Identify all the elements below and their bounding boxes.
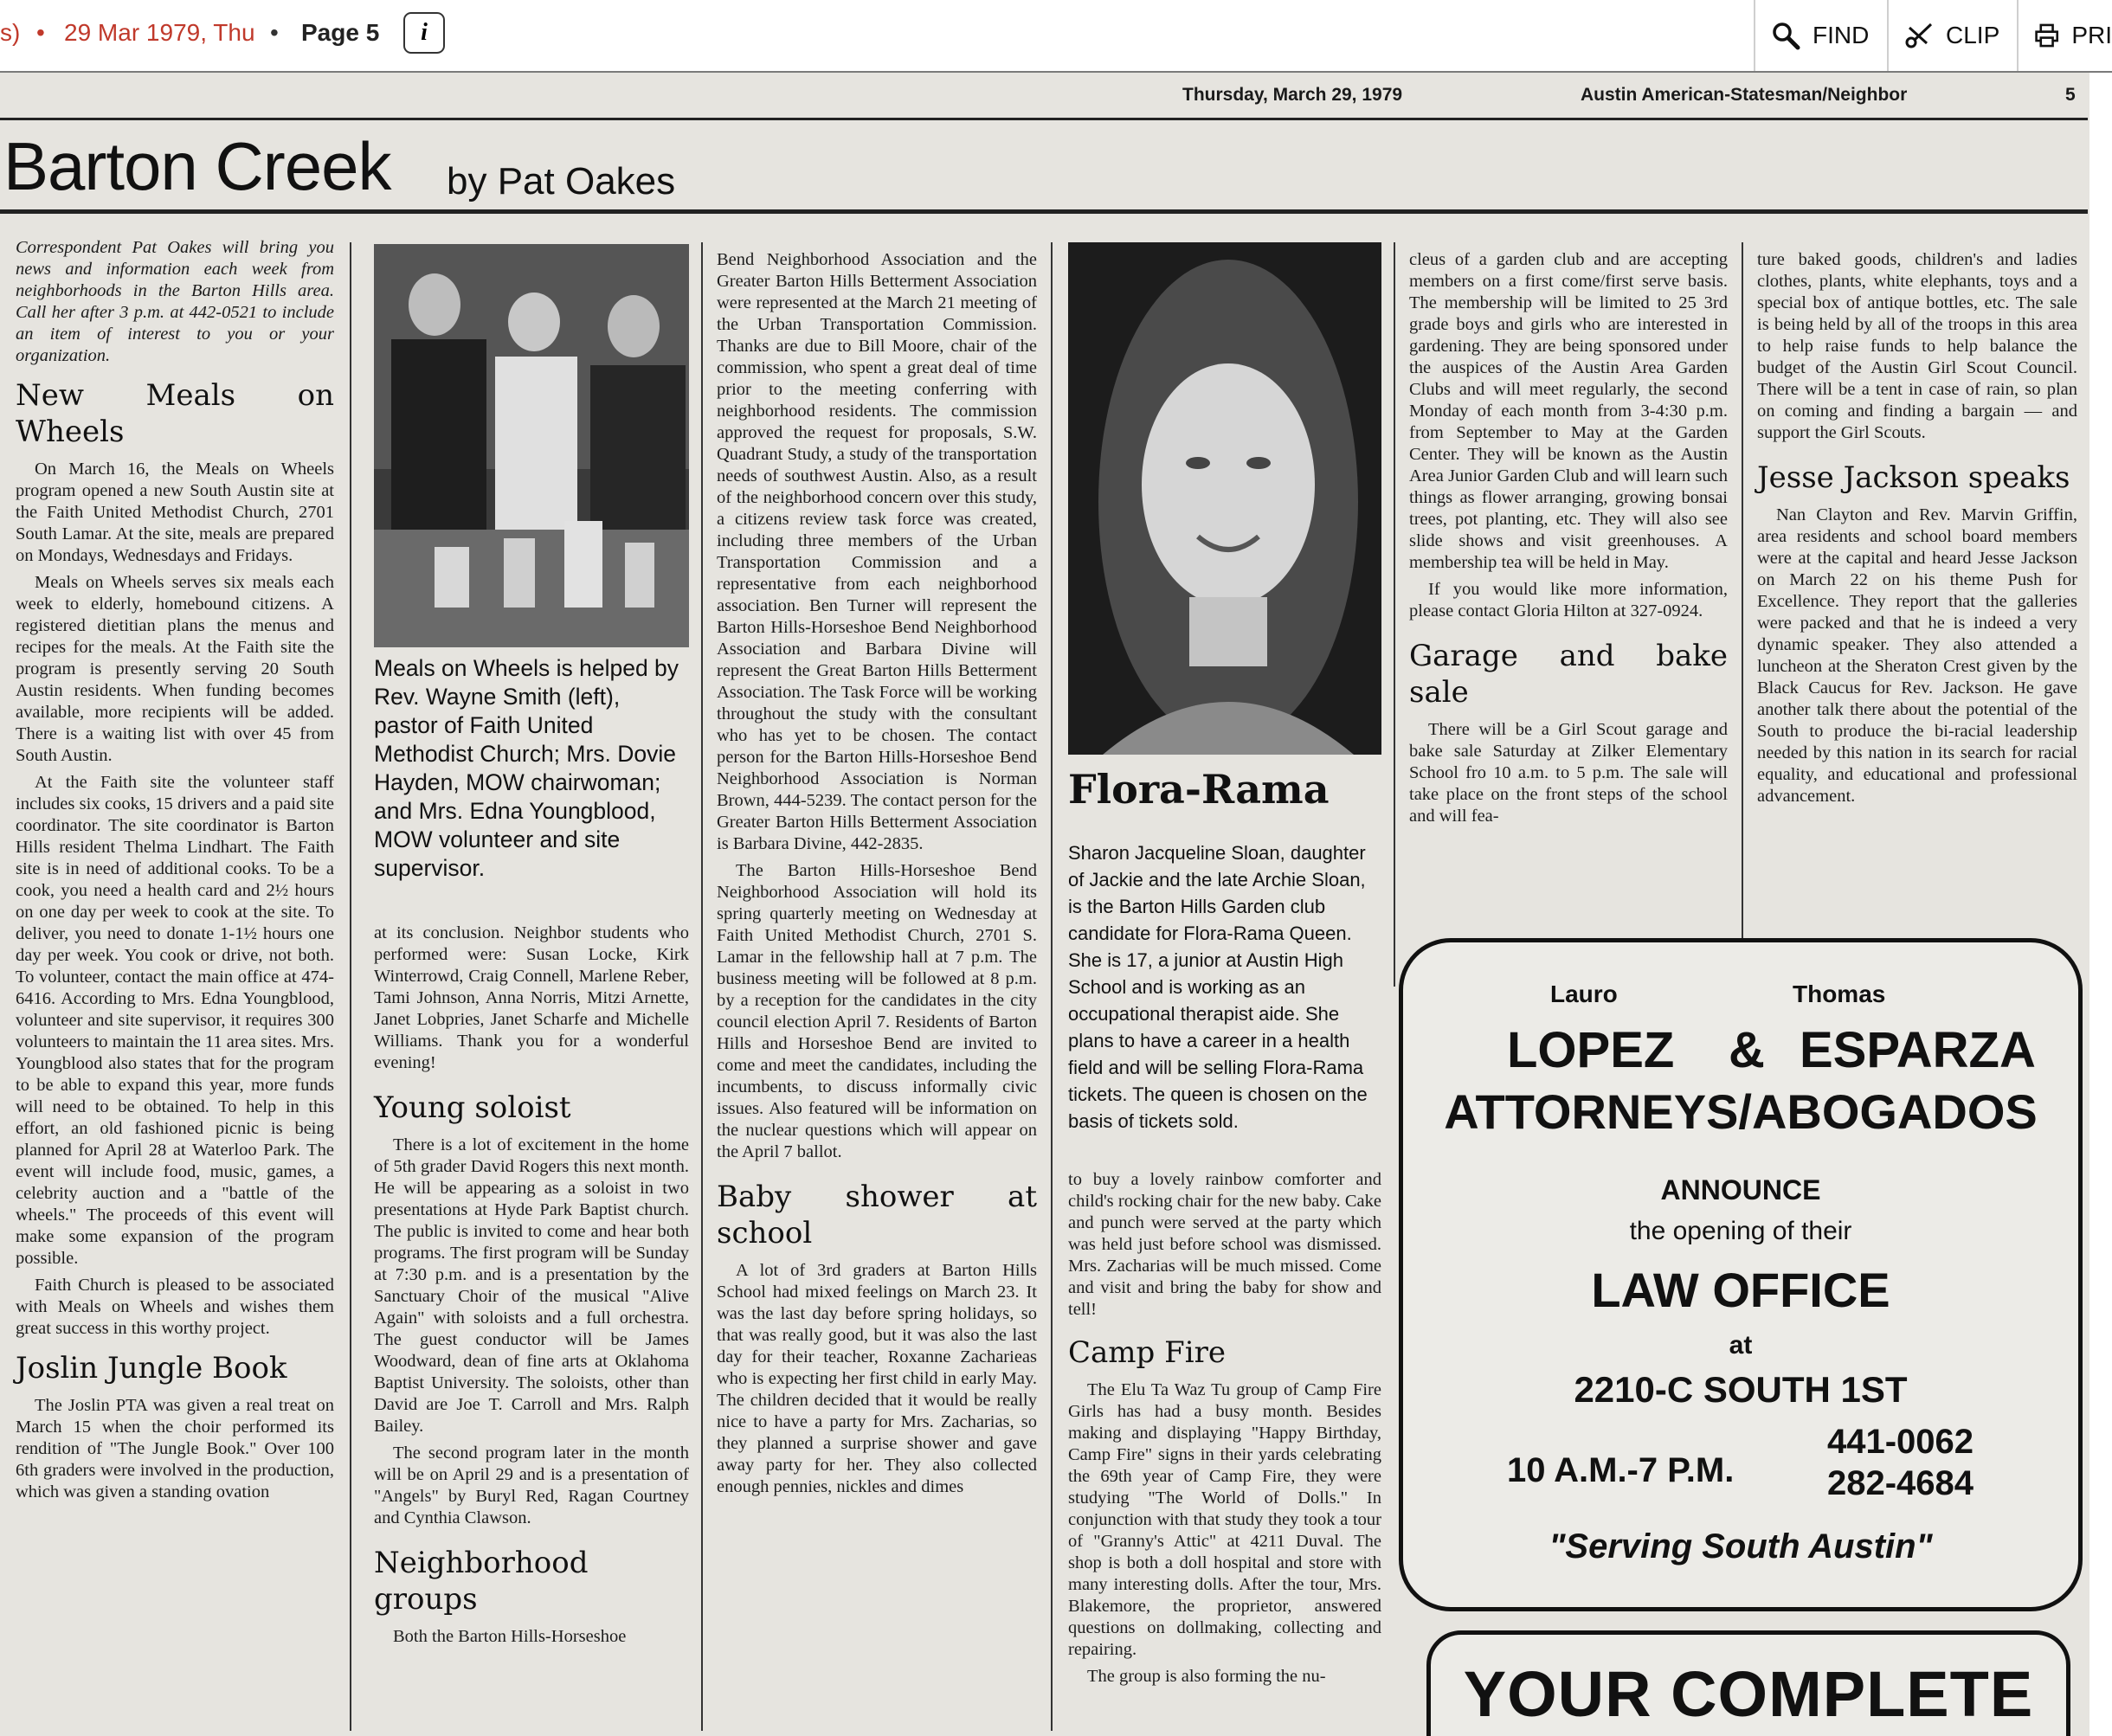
masthead-page-number: 5: [2065, 85, 2076, 105]
info-button[interactable]: [403, 12, 445, 54]
masthead-date: Thursday, March 29, 1979: [1182, 85, 1403, 105]
search-icon: [1771, 21, 1800, 50]
ad-announce: ANNOUNCE: [1660, 1174, 1821, 1206]
paragraph: At the Faith site the volunteer staff includes six cooks, 15 drivers and a paid site coordinator. The site coordinator is Barton Hills resident Thelma Lindhart. The Faith site is in need of additional cooks. To be a cook, you need a health card and 2½ hours on one day per week to cook at the site. To deliver, you need to donate 1-1½ hours one day per week. You cook or drive, not both. To volunteer, contact the main office at 474-6416. According to Mrs. Edna Youngblood, volunteer and site supervisor, it requires 300 volunteers to maintain the 11 area sites. Mrs. Youngblood also states that for the program to be able to expand this year, more funds will need to be obtained. To help in this effort, an old fashioned picnic is being planned for April 28 at Waterloo Park. The event will include food, music, games, a celebrity auction and a "battle of the wheels." The proceeds of this event will make some expansion of the program possible.: [16, 773, 334, 1268]
separator: •: [36, 19, 45, 46]
column-divider: [350, 242, 351, 1731]
find-label: FIND: [1813, 22, 1870, 48]
paragraph: There will be a Girl Scout garage and bake sale Saturday at Zilker Elementary School fro 10 a.m. to 5 p.m. The sale will take place on the front steps of the school and will fea-: [1409, 720, 1728, 826]
ad-subtitle: ATTORNEYS/ABOGADOS: [1444, 1084, 2038, 1139]
headline-baby-shower: Baby shower at school: [717, 1180, 1037, 1251]
column-divider: [1051, 242, 1053, 1731]
law-office-ad: [1399, 938, 2083, 1611]
column-2: [374, 654, 689, 1653]
headline-joslin-jungle-book: Joslin Jungle Book: [16, 1351, 287, 1386]
scan-margin: [2089, 73, 2112, 1736]
headline-garage-bake-sale: Garage and bake sale: [1409, 639, 1728, 710]
ad-your-complete: YOUR COMPLETE: [1463, 1658, 2034, 1730]
ad-address: 2210-C SOUTH 1ST: [1574, 1369, 1908, 1410]
column-title: Barton Creek: [3, 128, 391, 204]
ad-firm-lopez: LOPEZ: [1507, 1022, 1675, 1078]
issue-label[interactable]: s): [0, 19, 21, 46]
column-5: [1409, 249, 1728, 833]
photo-image: [374, 244, 689, 647]
paragraph: The Elu Ta Waz Tu group of Camp Fire Girls has had a busy month. Besides making and displaying "Happy Birthday, Camp Fire" signs in their yards celebrating the 69th year of Camp Fire, they were studying "The World of Dolls." In conjunction with that study they took a tour of "Granny's Attic" at 4211 Duval. The shop is both a doll hospital and store with many interesting dolls. After the tour, Mrs. Blakemore, the proprietor, answered questions on dollmaking, collecting and repairing.: [1068, 1380, 1381, 1659]
column-6: [1757, 249, 2077, 813]
photo-sharon-sloan: [1068, 242, 1381, 755]
headline-camp-fire: Camp Fire: [1068, 1335, 1226, 1370]
ad-hours: 10 A.M.-7 P.M.: [1507, 1451, 1735, 1489]
photo-caption: Meals on Wheels is helped by Rev. Wayne Smith (left), pastor of Faith United Methodist Church; Mrs. Dovie Hayden, MOW chairwoman; and Mrs. Edna Youngblood, MOW volunteer and site supervisor.: [374, 655, 679, 881]
separator: •: [270, 19, 279, 46]
paragraph: The Joslin PTA was given a real treat on March 15 when the choir performed its rendition of "The Jungle Book." Over 100 6th graders were involved in the production, which was given a standing ovation: [16, 1396, 334, 1501]
clip-label: CLIP: [1946, 22, 2000, 48]
print-button[interactable]: [2017, 0, 2112, 71]
paragraph: ture baked goods, children's and ladies clothes, plants, white elephants, toys and a special box of antique bottles, etc. The sale is being held by all of the troops in this area to help raise funds to help balance the budget of the Austin Girl Scout Council. There will be a tent in case of rain, so plan on coming and finding a bargain — and support the Girl Scouts.: [1757, 250, 2077, 442]
paragraph: Both the Barton Hills-Horseshoe: [393, 1627, 627, 1646]
paragraph: Nan Clayton and Rev. Marvin Griffin, area residents and school board members were at the capital and heard Jesse Jackson on March 22 on his theme Push for Excellence. They report that the galleries were packed and that he is indeed a very dynamic speaker. They also attended a luncheon at the Sheraton Crest given by the Black Caucus for Rev. Jackson. He gave another talk there about the potential of the South to produce the bi-racial leadership needed by this nation in its search for racial equality, and educational and professional advancement.: [1757, 505, 2077, 806]
newspaper-page[interactable]: [0, 73, 2112, 1736]
info-icon: i: [421, 19, 428, 46]
paragraph: Bend Neighborhood Association and the Greater Barton Hills Betterment Association were represented at the March 21 meeting of the Urban Transportation Commission. Thanks are due to Bill Moore, chair of the commission, who spent a great deal of time prior to the meeting conferring with neighborhood residents. The commission approved the request for proposals, S.W. Quadrant Study, a study of the transportation needs of southwest Austin. Also, as a result of the neighborhood concern over this study, a citizens review task force was created, including three members of the Urban Transportation Commission and a representative from each neighborhood association. Ben Turner will represent the Barton Hills-Horseshoe Bend Neighborhood Association and Barbara Divine will represent the Great Barton Hills Betterment Association. The Task Force will be working throughout the study with the consultant who has yet to be chosen. The contact person for the Barton Hills-Horseshoe Bend Neighborhood Association is Norman Brown, 444-5239. The contact person for the Greater Barton Hills Betterment Association is Barbara Divine, 442-2835.: [717, 250, 1037, 853]
column-divider: [701, 242, 703, 1731]
paragraph: On March 16, the Meals on Wheels program opened a new South Austin site at the Faith United Methodist Church, 2701 South Lamar. At the site, meals are prepared on Mondays, Wednesdays and Fridays.: [16, 460, 334, 565]
paragraph: A lot of 3rd graders at Barton Hills School had mixed feelings on March 23. It was the last day before spring holidays, so that was really good, but it was also the last day for their teacher, Roxanne Zacharieas who is expecting her first child in early May. The children decided that it would be really nice to have a party for Mrs. Zacharias, so they planned a surprise shower and gave away party for her. They also collected enough pennies, nickles and dimes: [717, 1261, 1037, 1496]
paragraph: at its conclusion. Neighbor students who performed were: Susan Locke, Kirk Winterrowd, Craig Connell, Marlene Reber, Tami Johnson, Anna Norris, Mitzi Arnette, Janet Lobpries, Janet Scharfe and Michelle Williams. Thank you for a wonderful evening!: [374, 923, 689, 1072]
column-3: [717, 249, 1037, 1503]
paragraph: Meals on Wheels serves six meals each week to elderly, homebound citizens. A registered dietitian plans the menus and recipes for the meals. At the Faith site the program is presently serving 20 South Austin residents. When funding becomes available, more recipients will be added. There is a waiting list with over 45 from South Austin.: [16, 573, 334, 765]
headline-flora-rama: Flora-Rama: [1068, 766, 1330, 813]
ad-slogan: "Serving South Austin": [1549, 1527, 1933, 1566]
paragraph: There is a lot of excitement in the home of 5th grader David Rogers this next month. He will be appearing as a soloist in two presentations at Hyde Park Baptist church. The public is invited to come and hear both programs. The first program will be Sunday at 7:30 p.m. and is a presentation by the Sanctuary Choir of the musical "Alive Again" with soloists and a full orchestra. The guest conductor will be James Woodward, dean of fine arts at Oklahoma Baptist University. The soloists, other than David are Joe T. Carroll and Mrs. Ralph Bailey.: [374, 1135, 689, 1436]
headline-jesse-jackson: Jesse Jackson speaks: [1757, 460, 2070, 495]
ad-name-lauro: Lauro: [1550, 981, 1618, 1007]
paragraph: If you would like more information, please contact Gloria Hilton at 327-0924.: [1409, 580, 1728, 620]
photo-meals-on-wheels: [374, 244, 689, 647]
printer-icon: [2034, 21, 2059, 50]
headline-young-soloist: Young soloist: [374, 1090, 571, 1125]
column-1: [16, 237, 334, 1508]
issue-date-link[interactable]: 29 Mar 1979, Thu: [64, 19, 255, 46]
headline-neighborhood-groups: Neighborhood groups: [374, 1546, 589, 1617]
paragraph: The Barton Hills-Horseshoe Bend Neighborhood Association will hold its spring quarterly meeting on Wednesday at Faith United Methodist Church, 2701 S. Lamar in the fellowship hall at 7 p.m. The business meeting will be followed at 8 p.m. by a reception for the candidates in the city council election April 7. Residents of Barton Hills and Horseshoe Bend are invited to come and meet the candidates, including the incumbents, to discuss informally civic issues. Also featured will be information on the nuclear questions which will appear on the April 7 ballot.: [717, 861, 1037, 1161]
paragraph: The group is also forming the nu-: [1087, 1667, 1326, 1686]
column-byline: by Pat Oakes: [447, 160, 676, 203]
portrait-image: [1068, 242, 1381, 755]
page-label: Page 5: [301, 19, 380, 46]
clip-button[interactable]: [1887, 0, 2017, 71]
ad-name-thomas: Thomas: [1793, 981, 1886, 1007]
ad-phone-1: 441-0062: [1827, 1423, 1974, 1461]
ad-law-office: LAW OFFICE: [1591, 1263, 1890, 1317]
masthead-paper: Austin American-Statesman/Neighbor: [1581, 85, 1908, 105]
print-label: PRI: [2071, 22, 2112, 48]
paragraph: Faith Church is pleased to be associated with Meals on Wheels and wishes them great success in this worthy project.: [16, 1276, 334, 1338]
paragraph: The second program later in the month will be on April 29 and is a presentation of "Angels" by Buryl Red, Ragan Courtney and Cynthia Clawson.: [374, 1443, 689, 1527]
column-divider: [1394, 242, 1395, 987]
masthead-rule: [0, 118, 2088, 120]
ad-at: at: [1729, 1331, 1753, 1360]
scissors-icon: [1904, 21, 1934, 50]
column-divider: [1742, 242, 1743, 987]
ad-firm-esparza: ESPARZA: [1800, 1022, 2036, 1078]
find-button[interactable]: [1754, 0, 1887, 71]
column-4: [1068, 765, 1381, 1693]
paragraph: to buy a lovely rainbow comforter and child's rocking chair for the new baby. Cake and punch were served at the party which was held just before school was dismissed. Mrs. Zacharias will be much missed. Come and visit and bring the baby for show and tell!: [1068, 1170, 1381, 1319]
headline-meals-on-wheels: New Meals on Wheels: [16, 378, 334, 449]
paragraph: cleus of a garden club and are accepting members on a first come/first serve basis. The membership will be limited to 25 3rd grade boys and girls who are interested in gardening. They are being sponsored under the auspices of the Austin Area Garden Clubs and will meet regularly, the second Monday of each month from 3-4:30 p.m. from September to May at the Garden Center. They will be known as the Austin Area Junior Garden Club and will learn such things as flower arranging, growing bonsai trees, pot planting, etc. They will also see slide shows and visit greenhouses. A membership tea will be held in May.: [1409, 250, 1728, 572]
title-rule: [0, 209, 2088, 214]
ad-opening: the opening of their: [1629, 1217, 1852, 1245]
ad-ampersand: &: [1729, 1022, 1765, 1078]
flora-rama-caption: Sharon Jacqueline Sloan, daughter of Jackie and the late Archie Sloan, is the Barton Hills Garden club candidate for Flora-Rama Queen. She is 17, a junior at Austin High School and is working as an occupational therapist aide. She plans to have a career in a health field and will be selling Flora-Rama tickets. The queen is chosen on the basis of tickets sold.: [1068, 842, 1368, 1132]
your-complete-ad: [1426, 1630, 2070, 1736]
intro-text: Correspondent Pat Oakes will bring you news and information each week from neighborhoods in the Barton Hills area. Call her after 3 p.m. at 442-0521 to include an item of interest to you or your organization.: [16, 238, 334, 365]
viewer-toolbar: [0, 0, 2112, 73]
ad-phone-2: 282-4684: [1827, 1464, 1974, 1502]
